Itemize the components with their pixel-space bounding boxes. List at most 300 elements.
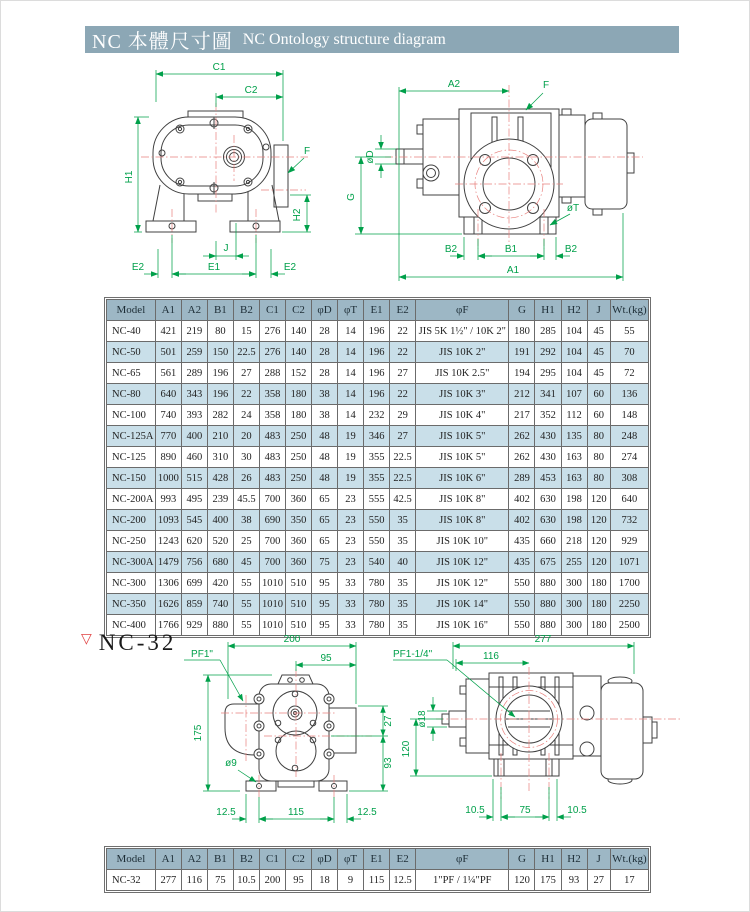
nc32-section-header xyxy=(81,630,176,656)
table-cell: NC-150 xyxy=(107,468,156,489)
table-cell: 1479 xyxy=(155,552,181,573)
table-cell: 460 xyxy=(181,447,207,468)
table-row xyxy=(107,489,649,510)
table-cell: 136 xyxy=(610,384,648,405)
table-cell: 30 xyxy=(233,447,259,468)
table-cell: 420 xyxy=(207,573,233,594)
column-header: H1 xyxy=(535,849,561,870)
dim-label-phi-d: øD xyxy=(365,150,376,164)
dim-label-phi18: ø18 xyxy=(417,710,428,728)
table-cell: 1071 xyxy=(610,552,648,573)
table-cell: 402 xyxy=(509,489,535,510)
table-cell: 23 xyxy=(338,531,364,552)
table-cell: 289 xyxy=(181,363,207,384)
table-cell: 360 xyxy=(285,531,311,552)
table-cell: 180 xyxy=(587,573,610,594)
table-cell: 640 xyxy=(155,384,181,405)
table-cell: 55 xyxy=(233,594,259,615)
table-cell: 218 xyxy=(561,531,587,552)
table-cell: 540 xyxy=(364,552,390,573)
table-body xyxy=(107,321,649,636)
oil-gauge xyxy=(423,165,439,181)
table-cell: 453 xyxy=(535,468,561,489)
table-cell: 880 xyxy=(535,594,561,615)
column-header: E1 xyxy=(364,849,390,870)
table-cell: 19 xyxy=(338,426,364,447)
table-cell: 346 xyxy=(364,426,390,447)
column-header: φF xyxy=(416,300,509,321)
table-cell: 740 xyxy=(207,594,233,615)
right-port xyxy=(329,708,356,753)
dim-label-10-5-right: 10.5 xyxy=(567,805,587,816)
table-cell: NC-300 xyxy=(107,573,156,594)
table-cell: 45 xyxy=(587,363,610,384)
table-cell: 33 xyxy=(338,594,364,615)
nc32-dimension-table xyxy=(104,846,651,893)
table-cell: 219 xyxy=(181,321,207,342)
nc32-table xyxy=(106,848,649,891)
dim-label-a1: A1 xyxy=(506,265,520,276)
table-row xyxy=(107,405,649,426)
table-cell: 48 xyxy=(312,447,338,468)
table-cell: 929 xyxy=(610,531,648,552)
table-cell: 780 xyxy=(364,573,390,594)
column-header: C2 xyxy=(285,849,311,870)
dim-label-b1: B1 xyxy=(504,244,518,255)
column-header: A2 xyxy=(181,300,207,321)
table-cell: 75 xyxy=(207,870,233,891)
page-title-en: NC Ontology structure diagram xyxy=(242,30,446,48)
table-cell: 14 xyxy=(338,384,364,405)
table-cell: 72 xyxy=(610,363,648,384)
table-cell: JIS 10K 12" xyxy=(416,552,509,573)
table-cell: 24 xyxy=(233,405,259,426)
table-cell: 95 xyxy=(312,573,338,594)
table-cell: 262 xyxy=(509,426,535,447)
table-cell: 65 xyxy=(312,489,338,510)
nc32-section-title: NC-32 xyxy=(98,630,177,655)
table-cell: 10.5 xyxy=(233,870,259,891)
table-cell: 310 xyxy=(207,447,233,468)
table-cell: NC-65 xyxy=(107,363,156,384)
dim-label-e2-right: E2 xyxy=(283,262,297,273)
table-body xyxy=(107,870,649,891)
table-cell: 65 xyxy=(312,510,338,531)
table-cell: 25 xyxy=(233,531,259,552)
table-cell: JIS 5K 1½" / 10K 2" xyxy=(416,321,509,342)
table-cell: 38 xyxy=(312,405,338,426)
table-cell: JIS 10K 12" xyxy=(416,573,509,594)
dim-label-b2-left: B2 xyxy=(444,244,458,255)
table-cell: 33 xyxy=(338,573,364,594)
table-cell: 308 xyxy=(610,468,648,489)
table-cell: 402 xyxy=(509,510,535,531)
discharge-flange-plate xyxy=(274,145,288,207)
table-cell: 700 xyxy=(259,531,285,552)
table-cell: 756 xyxy=(181,552,207,573)
table-cell: 1010 xyxy=(259,615,285,636)
dim-label-f: F xyxy=(542,80,550,91)
table-cell: 163 xyxy=(561,468,587,489)
column-header: φF xyxy=(416,849,509,870)
table-cell: 358 xyxy=(259,384,285,405)
table-cell: 285 xyxy=(535,321,561,342)
column-header: H2 xyxy=(561,300,587,321)
table-cell: 60 xyxy=(587,384,610,405)
casing-outline xyxy=(153,117,271,194)
table-cell: 561 xyxy=(155,363,181,384)
table-cell: 358 xyxy=(259,405,285,426)
table-cell: 191 xyxy=(509,342,535,363)
table-cell: 1000 xyxy=(155,468,181,489)
table-cell: 400 xyxy=(207,510,233,531)
table-cell: 14 xyxy=(338,342,364,363)
table-cell: 196 xyxy=(207,363,233,384)
table-cell: 28 xyxy=(312,342,338,363)
table-cell: 27 xyxy=(587,870,610,891)
column-header: A1 xyxy=(155,300,181,321)
column-header: G xyxy=(509,300,535,321)
table-cell: 732 xyxy=(610,510,648,531)
dim-label-h2: H2 xyxy=(292,208,303,222)
table-cell: 150 xyxy=(207,342,233,363)
dim-label-e2-left: E2 xyxy=(131,262,145,273)
table-cell: 115 xyxy=(364,870,390,891)
column-header: G xyxy=(509,849,535,870)
table-cell: 355 xyxy=(364,447,390,468)
table-cell: 700 xyxy=(259,489,285,510)
table-cell: 300 xyxy=(561,573,587,594)
table-cell: 45 xyxy=(587,342,610,363)
table-cell: 200 xyxy=(259,870,285,891)
table-row xyxy=(107,510,649,531)
column-header: H1 xyxy=(535,300,561,321)
column-header: A2 xyxy=(181,849,207,870)
table-cell: 38 xyxy=(312,384,338,405)
page-title-zh: NC 本體尺寸圖 xyxy=(92,31,233,53)
table-cell: 289 xyxy=(509,468,535,489)
column-header: C1 xyxy=(259,849,285,870)
side-view-drawing xyxy=(343,57,738,285)
table-cell: 859 xyxy=(181,594,207,615)
table-cell: 70 xyxy=(610,342,648,363)
dim-label-phi9: ø9 xyxy=(225,758,237,769)
table-cell: 107 xyxy=(561,384,587,405)
table-cell: 292 xyxy=(535,342,561,363)
table-cell: 890 xyxy=(155,447,181,468)
table-cell: 282 xyxy=(207,405,233,426)
table-cell: 555 xyxy=(364,489,390,510)
table-cell: JIS 10K 3" xyxy=(416,384,509,405)
table-cell: 288 xyxy=(259,363,285,384)
table-cell: 95 xyxy=(312,594,338,615)
table-cell: 1766 xyxy=(155,615,181,636)
dim-label-b2-right: B2 xyxy=(564,244,578,255)
top-lug xyxy=(278,675,313,684)
table-cell: 620 xyxy=(181,531,207,552)
table-cell: 212 xyxy=(509,384,535,405)
dim-label-27: 27 xyxy=(383,715,394,727)
table-cell: 250 xyxy=(285,426,311,447)
dim-label-f: F xyxy=(303,146,311,157)
dim-label-93: 93 xyxy=(383,757,394,769)
table-cell: 15 xyxy=(233,321,259,342)
column-header: Model xyxy=(107,300,156,321)
table-cell: 48 xyxy=(312,468,338,489)
dim-label-115: 115 xyxy=(288,807,304,818)
table-cell: 435 xyxy=(509,552,535,573)
table-cell: 690 xyxy=(259,510,285,531)
front-view-drawing xyxy=(96,57,321,285)
table-cell: 93 xyxy=(561,870,587,891)
table-cell: 55 xyxy=(233,573,259,594)
table-cell: 1093 xyxy=(155,510,181,531)
table-cell: 300 xyxy=(561,594,587,615)
table-cell: 350 xyxy=(285,510,311,531)
column-header: B1 xyxy=(207,300,233,321)
table-cell: 180 xyxy=(587,615,610,636)
table-cell: 680 xyxy=(207,552,233,573)
table-row xyxy=(107,870,649,891)
table-cell: 675 xyxy=(535,552,561,573)
table-cell: 27 xyxy=(233,363,259,384)
column-header: C2 xyxy=(285,300,311,321)
table-cell: 180 xyxy=(587,594,610,615)
table-cell: NC-80 xyxy=(107,384,156,405)
table-cell: 33 xyxy=(338,615,364,636)
table-cell: 152 xyxy=(285,363,311,384)
table-row xyxy=(107,573,649,594)
table-cell: 262 xyxy=(509,447,535,468)
table-cell: 510 xyxy=(285,573,311,594)
dim-label-c2: C2 xyxy=(244,85,258,96)
table-cell: 421 xyxy=(155,321,181,342)
table-cell: 360 xyxy=(285,489,311,510)
table-cell: NC-400 xyxy=(107,615,156,636)
dim-label-175: 175 xyxy=(193,724,204,742)
table-cell: NC-300A xyxy=(107,552,156,573)
dim-label-200: 200 xyxy=(283,634,301,645)
column-header: C1 xyxy=(259,300,285,321)
table-cell: NC-200 xyxy=(107,510,156,531)
table-cell: 640 xyxy=(610,489,648,510)
table-cell: 65 xyxy=(312,531,338,552)
table-cell: 12.5 xyxy=(390,870,416,891)
column-header: J xyxy=(587,300,610,321)
dim-label-75: 75 xyxy=(519,805,531,816)
column-header: E2 xyxy=(390,849,416,870)
table-cell: 112 xyxy=(561,405,587,426)
table-cell: 120 xyxy=(509,870,535,891)
nc32-side-view-drawing xyxy=(391,629,741,839)
table-cell: JIS 10K 8" xyxy=(416,510,509,531)
bearing-plate xyxy=(466,679,489,753)
table-cell: 35 xyxy=(390,531,416,552)
column-header: E2 xyxy=(390,300,416,321)
table-cell: 180 xyxy=(285,405,311,426)
table-cell: 55 xyxy=(233,615,259,636)
table-cell: 1700 xyxy=(610,573,648,594)
table-cell: 740 xyxy=(155,405,181,426)
right-foot xyxy=(319,781,347,791)
table-cell: 770 xyxy=(155,426,181,447)
table-cell: 116 xyxy=(181,870,207,891)
table-cell: 196 xyxy=(364,321,390,342)
table-cell: 120 xyxy=(587,489,610,510)
column-header: Model xyxy=(107,849,156,870)
table-cell: 27 xyxy=(390,426,416,447)
table-cell: 35 xyxy=(390,594,416,615)
table-cell: NC-40 xyxy=(107,321,156,342)
table-cell: 135 xyxy=(561,426,587,447)
table-cell: 22 xyxy=(390,342,416,363)
table-cell: 180 xyxy=(285,384,311,405)
table-cell: 1306 xyxy=(155,573,181,594)
table-cell: JIS 10K 10" xyxy=(416,531,509,552)
table-cell: 232 xyxy=(364,405,390,426)
table-cell: 550 xyxy=(364,510,390,531)
table-cell: 276 xyxy=(259,342,285,363)
table-cell: 22.5 xyxy=(390,447,416,468)
table-cell: 180 xyxy=(509,321,535,342)
dim-label-12-5-left: 12.5 xyxy=(216,807,236,818)
table-cell: 343 xyxy=(181,384,207,405)
table-cell: 545 xyxy=(181,510,207,531)
table-cell: JIS 10K 2" xyxy=(416,342,509,363)
table-cell: 19 xyxy=(338,468,364,489)
dim-label-g: G xyxy=(346,193,357,201)
table-cell: 550 xyxy=(364,531,390,552)
table-cell: 430 xyxy=(535,447,561,468)
table-cell: 360 xyxy=(285,552,311,573)
table-cell: 23 xyxy=(338,489,364,510)
table-cell: JIS 10K 4" xyxy=(416,405,509,426)
table-cell: 120 xyxy=(587,552,610,573)
table-cell: 80 xyxy=(587,468,610,489)
table-cell: 2500 xyxy=(610,615,648,636)
table-cell: 198 xyxy=(561,489,587,510)
table-cell: 660 xyxy=(535,531,561,552)
table-header-row xyxy=(107,300,649,321)
table-cell: 194 xyxy=(509,363,535,384)
table-cell: 19 xyxy=(338,447,364,468)
table-cell: 95 xyxy=(312,615,338,636)
table-cell: 250 xyxy=(285,447,311,468)
table-cell: NC-125 xyxy=(107,447,156,468)
table-cell: 239 xyxy=(207,489,233,510)
table-cell: 75 xyxy=(312,552,338,573)
table-row xyxy=(107,447,649,468)
table-cell: 1"PF / 1¼"PF xyxy=(416,870,509,891)
column-header: Wt.(kg) xyxy=(610,300,648,321)
table-cell: 196 xyxy=(207,384,233,405)
table-cell: JIS 10K 8" xyxy=(416,489,509,510)
table-cell: JIS 10K 14" xyxy=(416,594,509,615)
table-cell: 880 xyxy=(535,615,561,636)
table-cell: 248 xyxy=(610,426,648,447)
table-cell: 45 xyxy=(233,552,259,573)
dim-label-phi-t: øT xyxy=(566,203,580,214)
table-cell: JIS 10K 6" xyxy=(416,468,509,489)
table-cell: NC-250 xyxy=(107,531,156,552)
table-row xyxy=(107,363,649,384)
table-cell: 120 xyxy=(587,531,610,552)
table-cell: 295 xyxy=(535,363,561,384)
table-cell: 14 xyxy=(338,363,364,384)
table-cell: 1243 xyxy=(155,531,181,552)
table-cell: 495 xyxy=(181,489,207,510)
table-cell: 40 xyxy=(390,552,416,573)
table-cell: 9 xyxy=(338,870,364,891)
table-cell: 80 xyxy=(587,426,610,447)
table-row xyxy=(107,531,649,552)
table-row xyxy=(107,426,649,447)
column-header: J xyxy=(587,849,610,870)
dim-label-a2: A2 xyxy=(447,79,461,90)
table-cell: 42.5 xyxy=(390,489,416,510)
table-cell: 550 xyxy=(509,615,535,636)
table-cell: 430 xyxy=(535,426,561,447)
table-cell: 140 xyxy=(285,321,311,342)
column-header: φT xyxy=(338,849,364,870)
table-cell: 14 xyxy=(338,405,364,426)
column-header: E1 xyxy=(364,300,390,321)
table-cell: 35 xyxy=(390,573,416,594)
dim-label-e1: E1 xyxy=(207,262,221,273)
table-cell: 80 xyxy=(207,321,233,342)
table-cell: 22 xyxy=(390,321,416,342)
column-header: B1 xyxy=(207,849,233,870)
column-header: B2 xyxy=(233,300,259,321)
table-cell: 400 xyxy=(181,426,207,447)
table-cell: 175 xyxy=(535,870,561,891)
table-cell: 148 xyxy=(610,405,648,426)
table-cell: JIS 10K 5" xyxy=(416,426,509,447)
column-header: A1 xyxy=(155,849,181,870)
table-cell: 23 xyxy=(338,552,364,573)
table-cell: NC-200A xyxy=(107,489,156,510)
table-cell: 48 xyxy=(312,426,338,447)
table-cell: 45 xyxy=(587,321,610,342)
dim-label-277: 277 xyxy=(534,634,552,645)
table-cell: 501 xyxy=(155,342,181,363)
table-cell: 630 xyxy=(535,489,561,510)
nc32-front-view-drawing xyxy=(176,629,396,839)
table-cell: 259 xyxy=(181,342,207,363)
table-cell: 250 xyxy=(285,468,311,489)
table-row xyxy=(107,321,649,342)
drive-shaft xyxy=(396,149,423,164)
table-cell: 22 xyxy=(390,384,416,405)
table-cell: 27 xyxy=(390,363,416,384)
table-cell: NC-100 xyxy=(107,405,156,426)
table-cell: 341 xyxy=(535,384,561,405)
table-cell: 22.5 xyxy=(390,468,416,489)
column-header: φD xyxy=(312,300,338,321)
table-cell: 210 xyxy=(207,426,233,447)
table-cell: 140 xyxy=(285,342,311,363)
table-cell: 515 xyxy=(181,468,207,489)
triangle-marker-icon: ▽ xyxy=(81,632,92,647)
table-cell: 483 xyxy=(259,468,285,489)
table-row xyxy=(107,594,649,615)
table-cell: 55 xyxy=(610,321,648,342)
table-cell: 196 xyxy=(364,384,390,405)
table-cell: 277 xyxy=(155,870,181,891)
table-cell: 393 xyxy=(181,405,207,426)
dim-label-j: J xyxy=(223,243,229,254)
table-cell: 2250 xyxy=(610,594,648,615)
